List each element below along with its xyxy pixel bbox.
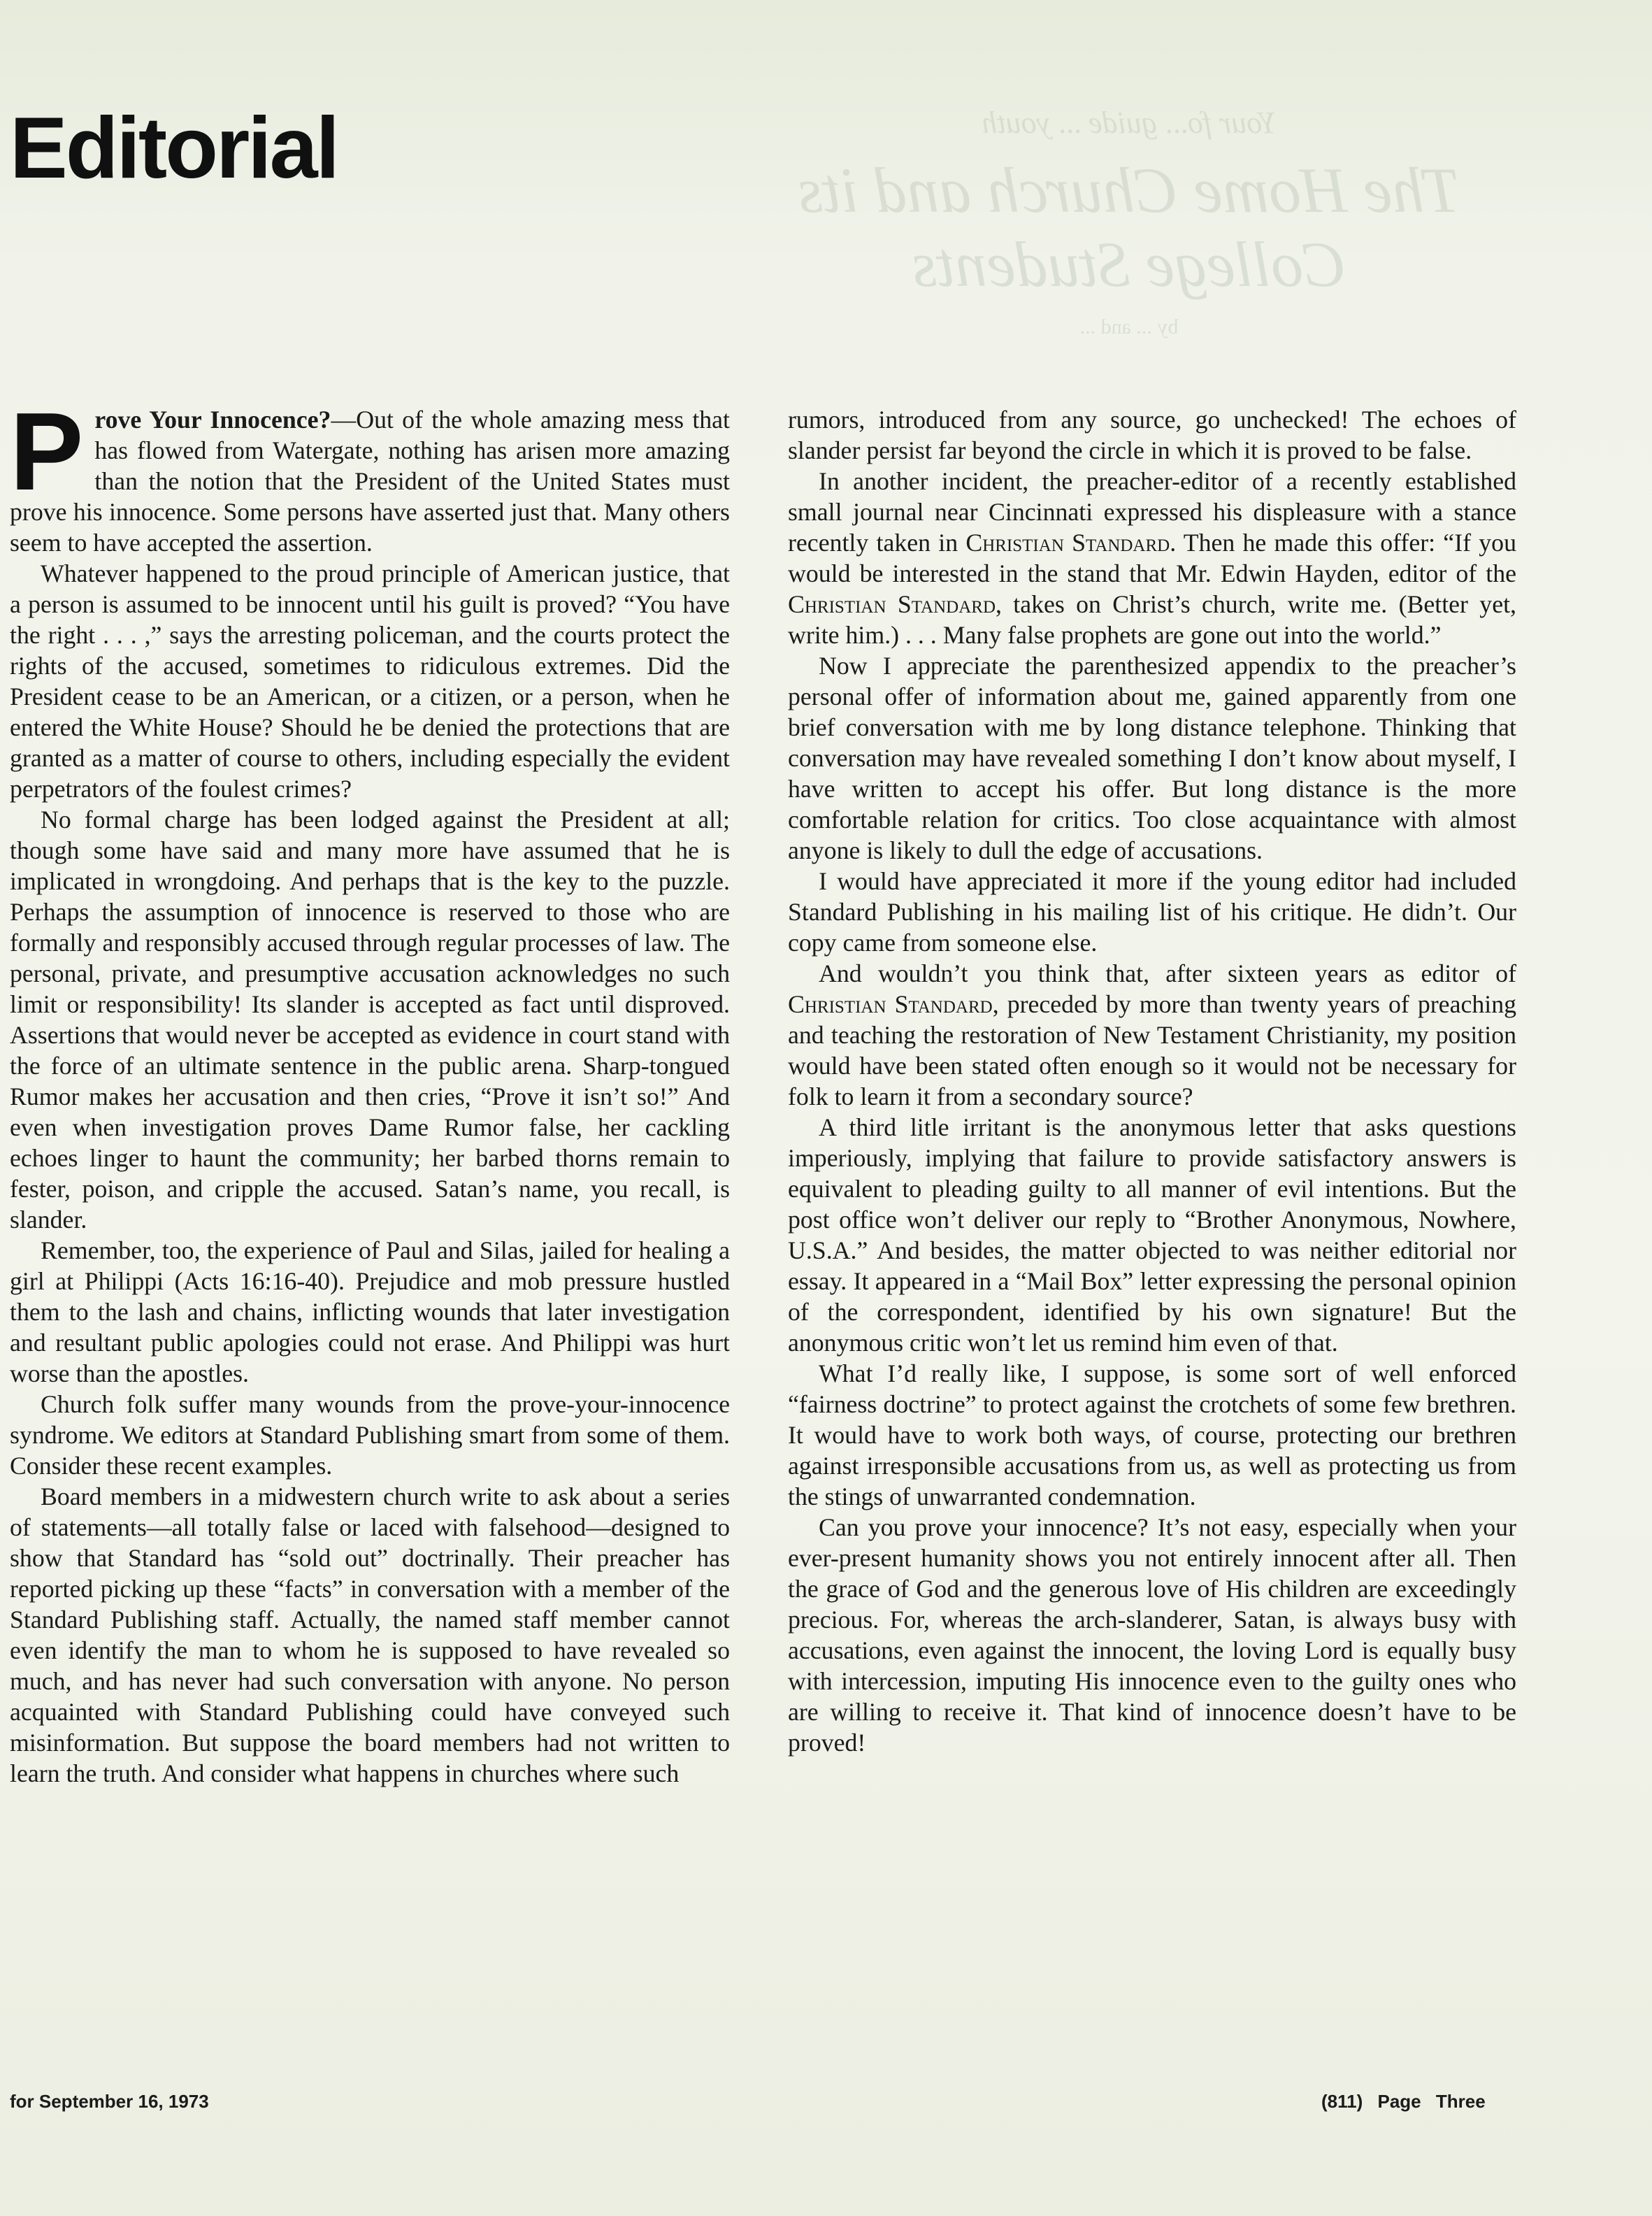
article-paragraph: In another incident, the preacher-editor of a recently established small journal near Cincinnati expressed his displeasure with a stance recently taken in Christian Standard. Then he made this offer: “If you would be interested in the stand that Mr. Edwin Hayden, editor of the Christian Standard, takes on Christ’s church, write me. (Better yet, write him.) . . . Many false prophets are gone out into the world.” xyxy=(788,467,1516,649)
bleed-through-byline: by ... and ... xyxy=(1079,315,1179,338)
article-paragraph: Church folk suffer many wounds from the prove-your-innocence syndrome. We editors at Standard Publishing smart from some of them. Consider these recent examples. xyxy=(10,1390,730,1480)
drop-cap: P xyxy=(10,390,84,513)
footer-date: for September 16, 1973 xyxy=(10,2091,209,2112)
footer-page-number: (811) Page Three xyxy=(1321,2091,1486,2112)
article-paragraph: Board members in a midwestern church write to ask about a series of statements—all totally false or laced with falsehood—designed to show that Standard has “sold out” doctrinally. Their preacher has reported picking up these “facts” in conversation with a member of the Standard Publishing staff. Actually, the named staff member cannot even identify the man to whom he is supposed to have revealed so much, and has never had such conversation with anyone. No person acquainted with Standard Publishing could have conveyed such misinformation. But suppose the board members had not written to learn the truth. And consider what happens in churches where such xyxy=(10,1482,730,1787)
publication-name: Christian Standard xyxy=(965,529,1170,557)
publication-name: Christian Standard xyxy=(788,990,993,1018)
article-paragraph: What I’d really like, I suppose, is some sort of well enforced “fairness doctrine” to protect against the crotchets of some few brethren. It would have to work both ways, of course, protecting our brethren against irresponsible accusations from us, as well as protecting us from the stings of unwarranted condemnation. xyxy=(788,1359,1516,1510)
page-title: Editorial xyxy=(10,100,338,196)
article-column-left xyxy=(10,390,730,1789)
article-column-right xyxy=(788,404,1516,1758)
article-paragraph: A third litle irritant is the anonymous letter that asks questions imperiously, implying that failure to provide satisfactory answers is equivalent to pleading guilty to all manner of evil intentions. But the post office won’t deliver our reply to “Brother Anonymous, Nowhere, U.S.A.” And besides, the matter objected to was neither editorial nor essay. It appeared in a “Mail Box” letter expressing the personal opinion of the correspondent, identified by his own signature! But the anonymous critic won’t let us remind him even of that. xyxy=(788,1113,1516,1357)
article-paragraph: No formal charge has been lodged against the President at all; though some have said and many more have assumed that he is implicated in wrongdoing. And perhaps that is the key to the puzzle. Perhaps the assumption of innocence is reserved to those who are formally and responsibly accused through regular processes of law. The personal, private, and presumptive accusation acknowledges no such limit or responsibility! Its slander is accepted as fact until disproved. Assertions that would never be accepted as evidence in court stand with the force of an ultimate sentence in the public arena. Sharp-tongued Rumor makes her accusation and then cries, “Prove it isn’t so!” And even when investigation proves Dame Rumor false, her cackling echoes linger to haunt the community; her barbed thorns remain to fester, poison, and cripple the accused. Satan’s name, you recall, is slander. xyxy=(10,806,730,1234)
bleed-through-line: Your fo... guide ... youth xyxy=(982,106,1277,140)
article-paragraph: Remember, too, the experience of Paul and Silas, jailed for healing a girl at Philippi (Acts 16:16-40). Prejudice and mob pressure hustled them to the lash and chains, inflicting wounds that later investigation and resultant public apologies could not erase. And Philippi was hurt worse than the apostles. xyxy=(10,1236,730,1387)
article-paragraph: Can you prove your innocence? It’s not easy, especially when your ever-present humanity shows you not entirely innocent after all. Then the grace of God and the generous love of His children are exceedingly precious. For, whereas the arch-slanderer, Satan, is always busy with accusations, even against the innocent, the loving Lord is equally busy with intercession, imputing His innocence even to the guilty ones who are willing to receive it. That kind of innocence doesn’t have to be proved! xyxy=(788,1513,1516,1757)
article-paragraph: Now I appreciate the parenthesized appendix to the preacher’s personal offer of information about me, gained apparently from one brief conversation with me by long distance telephone. Thinking that conversation may have revealed something I don’t know about myself, I have written to accept his offer. But long distance is the more comfortable relation for critics. Too close acquaintance with almost anyone is likely to dull the edge of accusations. xyxy=(788,652,1516,864)
article-paragraph: I would have appreciated it more if the young editor had included Standard Publishing in his mailing list of his critique. He didn’t. Our copy came from someone else. xyxy=(788,867,1516,957)
publication-name: Christian Standard xyxy=(788,590,996,618)
article-paragraph: rumors, introduced from any source, go unchecked! The echoes of slander persist far beyond the circle in which it is proved to be false. xyxy=(788,406,1516,464)
bleed-through-title: The Home Church and its College Students xyxy=(798,155,1460,300)
article-paragraph: Whatever happened to the proud principle of American justice, that a person is assumed to be innocent until his guilt is proved? “You have the right . . . ,” says the arresting policeman, and the courts protect the rights of the accused, sometimes to ridiculous extremes. Did the President cease to be an American, or a citizen, or a person, when he entered the White House? Should he be denied the protections that are granted as a matter of course to others, including especially the evident perpetrators of the foulest crimes? xyxy=(10,559,730,803)
bleed-through-text xyxy=(734,105,1524,339)
article-paragraph: And wouldn’t you think that, after sixteen years as editor of Christian Standard, preceded by more than twenty years of preaching and teaching the restoration of New Testament Christianity, my position would have been stated often enough so it would not be necessary for folk to learn it from a secondary source? xyxy=(788,959,1516,1110)
runin-heading: rove Your Innocence? xyxy=(94,406,331,434)
paragraph-text: —Out of the whole amazing mess that has flowed from Watergate, nothing has arisen more amazing than the notion that the President of the United States must prove his innocence. Some persons have asserted just that. Many others seem to have accepted the assertion. xyxy=(10,406,730,557)
article-paragraph xyxy=(10,390,730,558)
